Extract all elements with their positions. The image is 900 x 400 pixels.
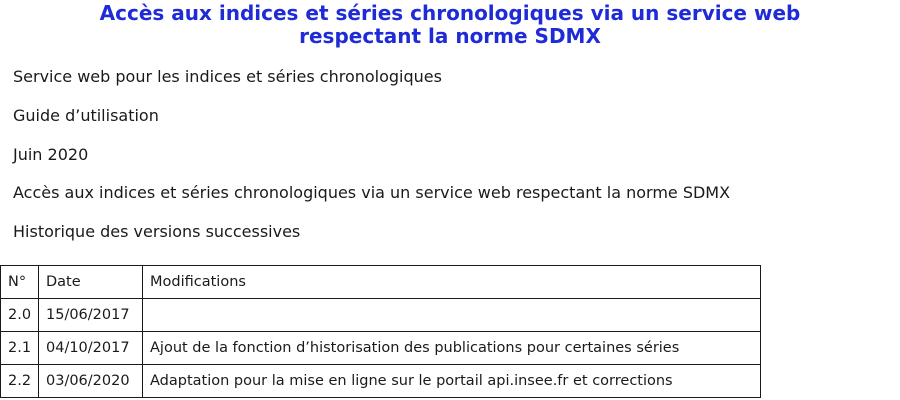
version-modifications [143,299,761,332]
document-date: Juin 2020 [13,145,89,164]
version-date: 03/06/2020 [39,365,143,398]
header-modifications: Modifications [143,266,761,299]
table-row [1,332,761,365]
table-row [1,365,761,398]
document-title-line-1: Accès aux indices et séries chronologiques via un service web [99,1,801,25]
version-number: 2.2 [1,365,39,398]
document-guide-label: Guide d’utilisation [13,106,159,125]
version-number: 2.0 [1,299,39,332]
document-title [0,2,900,48]
document-subtitle: Service web pour les indices et séries chronologiques [13,67,442,86]
history-heading: Historique des versions successives [13,222,301,241]
table-header-row [1,266,761,299]
header-number: N° [1,266,39,299]
document-title-line-2: respectant la norme SDMX [299,24,601,48]
version-date: 04/10/2017 [39,332,143,365]
header-date: Date [39,266,143,299]
version-date: 15/06/2017 [39,299,143,332]
document-description: Accès aux indices et séries chronologiques via un service web respectant la norme SDMX [13,183,731,202]
version-modifications: Adaptation pour la mise en ligne sur le portail api.insee.fr et corrections [143,365,761,398]
version-number: 2.1 [1,332,39,365]
table-row [1,299,761,332]
versions-table [0,265,761,398]
version-modifications: Ajout de la fonction d’historisation des publications pour certaines séries [143,332,761,365]
